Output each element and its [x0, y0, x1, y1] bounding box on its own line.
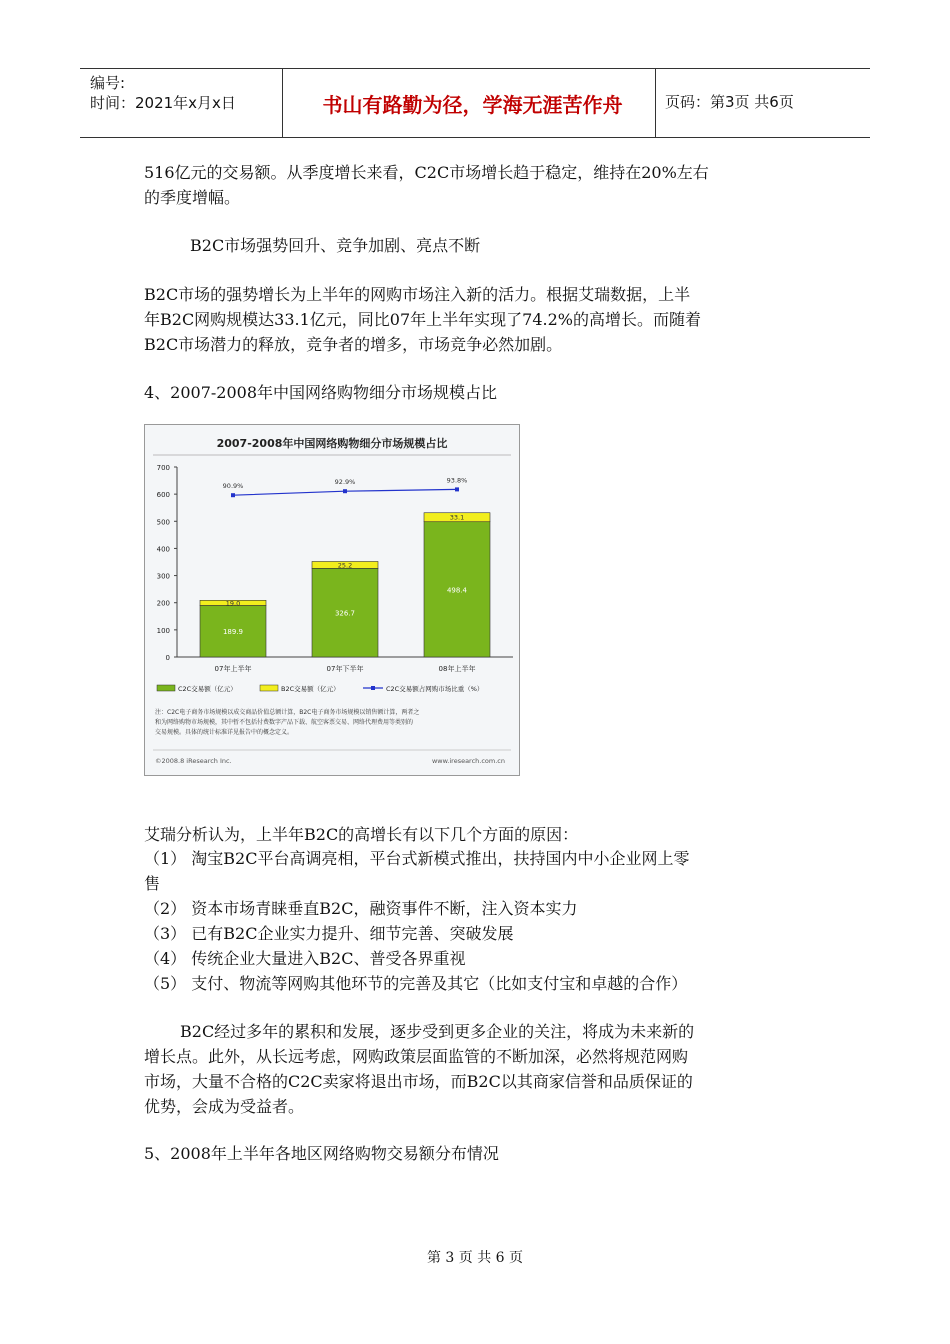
paragraph-line: 优势，会成为受益者。	[144, 1097, 305, 1116]
section-title: 4、2007-2008年中国网络购物细分市场规模占比	[144, 383, 498, 402]
legend-swatch-c2c	[157, 685, 175, 691]
chart-source-left: ©2008.8 iResearch Inc.	[155, 757, 232, 765]
paragraph-line: B2C经过多年的累积和发展，逐步受到更多企业的关注，将成为未来新的	[180, 1022, 695, 1041]
x-tick-label: 07年上半年	[214, 665, 252, 673]
x-tick-label: 07年下半年	[326, 665, 364, 673]
y-tick-label: 300	[156, 572, 170, 581]
reason-item: （4） 传统企业大量进入B2C、普受各界重视	[144, 949, 466, 968]
paragraph-line: B2C市场潜力的释放，竞争者的增多，市场竞争必然加剧。	[144, 335, 563, 354]
y-tick-label: 700	[156, 464, 170, 472]
paragraph-line: B2C市场的强势增长为上半年的网购市场注入新的活力。根据艾瑞数据，上半	[144, 285, 691, 304]
header-motto: 书山有路勤为径，学海无涯苦作舟	[322, 92, 623, 117]
number-label: 编号:	[90, 74, 126, 92]
legend-swatch-b2c	[260, 685, 278, 691]
section-title: 5、2008年上半年各地区网络购物交易额分布情况	[144, 1144, 499, 1163]
chart-note-line: 交易规模。具体的统计标准详见报告中的概念定义。	[155, 729, 294, 736]
bar-label-c2c: 326.7	[334, 609, 356, 618]
time-label: 时间：2021年x月x日	[90, 94, 236, 112]
y-tick-label: 400	[156, 545, 170, 554]
page-footer: 第 3 页 共 6 页	[426, 1250, 524, 1266]
analysis-intro: 艾瑞分析认为，上半年B2C的高增长有以下几个方面的原因：	[144, 825, 579, 844]
reason-item: （2） 资本市场青睐垂直B2C，融资事件不断，注入资本实力	[144, 899, 578, 918]
bar-label-c2c: 498.4	[446, 586, 468, 595]
reason-item: （3） 已有B2C企业实力提升、细节完善、突破发展	[144, 924, 514, 943]
chart-title: 2007-2008年中国网络购物细分市场规模占比	[216, 437, 448, 450]
paragraph-line: 年B2C网购规模达33.1亿元，同比07年上半年实现了74.2%的高增长。而随着	[144, 310, 701, 329]
header-meta	[90, 73, 236, 113]
header-divider	[282, 69, 283, 137]
y-tick-label: 200	[156, 599, 170, 608]
legend-marker-share	[371, 686, 375, 690]
share-point	[231, 493, 235, 497]
bar-label-b2c: 19.0	[225, 599, 241, 608]
chart-figure	[144, 424, 520, 776]
chart-note-line: 注：C2C电子商务市场规模以成交商品价值总额计算，B2C电子商务市场规模以销售额计算，两者之	[155, 709, 420, 716]
y-tick-label: 0	[165, 654, 170, 662]
bar-label-b2c: 25.2	[337, 561, 353, 570]
bar-label-b2c: 33.1	[449, 513, 465, 522]
intro-line: 516亿元的交易额。从季度增长来看，C2C市场增长趋于稳定，维持在20%左右	[144, 163, 709, 182]
chart-legend	[157, 684, 483, 693]
share-label: 93.8%	[446, 476, 468, 485]
reason-item: 售	[144, 874, 161, 893]
legend-label-b2c: B2C交易额（亿元）	[281, 685, 340, 693]
bar-label-c2c: 189.9	[222, 628, 244, 637]
share-label: 92.9%	[334, 478, 356, 487]
reason-item: （5） 支付、物流等网购其他环节的完善及其它（比如支付宝和卓越的合作）	[144, 974, 688, 993]
share-label: 90.9%	[222, 482, 244, 491]
share-point	[343, 489, 347, 493]
chart-note-line: 和为网络购物市场规模，其中暂不包括付费数字产品下载、航空客票交易、网络代理费用等类别的	[155, 719, 414, 726]
chart-source-right: www.iresearch.com.cn	[431, 757, 505, 765]
subheading: B2C市场强势回升、竞争加剧、亮点不断	[190, 236, 481, 255]
y-tick-label: 500	[156, 518, 170, 527]
chart-svg	[145, 425, 519, 775]
legend-label-share: C2C交易额占网购市场比重（%）	[386, 685, 484, 693]
legend-label-c2c: C2C交易额（亿元）	[178, 685, 237, 693]
header-divider	[655, 69, 656, 137]
paragraph-line: 市场，大量不合格的C2C卖家将退出市场，而B2C以其商家信誉和品质保证的	[144, 1072, 693, 1091]
y-tick-label: 600	[156, 491, 170, 500]
paragraph-line: 增长点。此外，从长远考虑，网购政策层面监管的不断加深，必然将规范网购	[144, 1047, 689, 1066]
header-page-info: 页码：第3页 共6页	[665, 93, 794, 111]
intro-line: 的季度增幅。	[144, 188, 241, 207]
page-header	[80, 68, 870, 138]
x-tick-label: 08年上半年	[438, 665, 476, 673]
y-tick-label: 100	[156, 626, 170, 635]
share-point	[455, 487, 459, 491]
reason-item: （1） 淘宝B2C平台高调亮相，平台式新模式推出，扶持国内中小企业网上零	[144, 849, 690, 868]
